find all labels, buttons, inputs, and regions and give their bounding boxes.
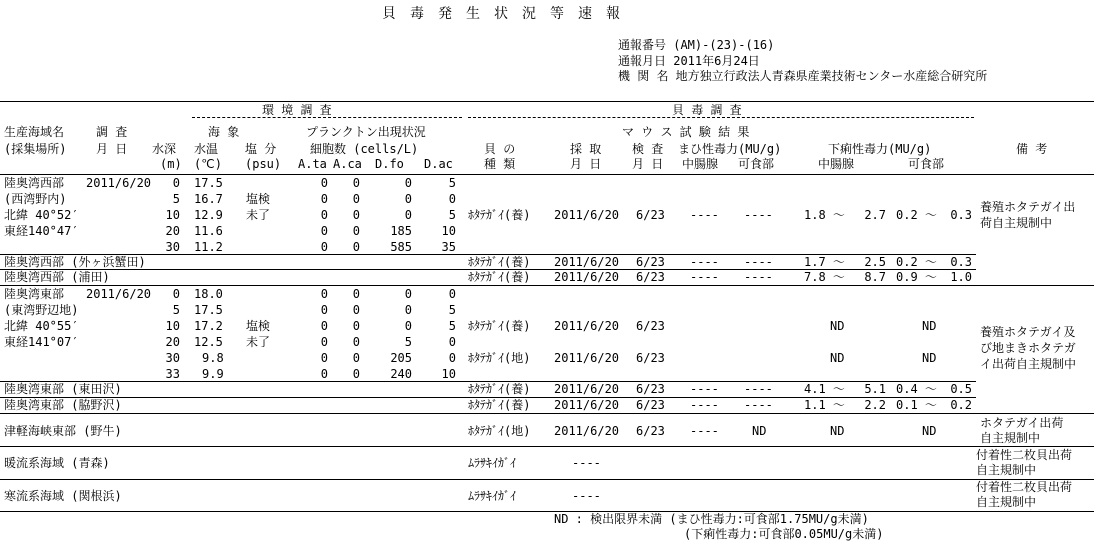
- water-temp: 12.9: [194, 208, 223, 222]
- table-bottom-rule: [0, 511, 1094, 512]
- site-name: 陸奥湾西部: [4, 176, 65, 190]
- remarks: 付着性二枚貝出荷: [976, 448, 1073, 462]
- dsp-edible-max: 0.2: [950, 398, 972, 412]
- cell-dfo: 0: [404, 192, 412, 206]
- psp-hepato: ----: [690, 255, 719, 269]
- depth: 5: [172, 192, 180, 206]
- cell-ata: 0: [320, 240, 328, 254]
- salinity-status: 未了: [246, 208, 271, 222]
- cell-ata: 0: [320, 335, 328, 349]
- cell-dac: 0: [448, 351, 456, 365]
- remarks: 自主規制中: [980, 431, 1041, 445]
- cell-aca: 0: [352, 224, 360, 238]
- dsp-edible-max: 0.5: [950, 382, 972, 396]
- site-name: 陸奥湾東部 (脇野沢): [4, 398, 122, 412]
- row-divider: [0, 413, 1094, 414]
- cell-dac: 0: [448, 335, 456, 349]
- dsp-header: 下痢性毒力(MU/g): [828, 142, 932, 156]
- salinity-status: 未了: [246, 335, 271, 349]
- site-latitude: 北緯 40°52′: [4, 208, 79, 222]
- cell-dfo: 205: [390, 351, 412, 365]
- area-header: 生産海域名: [4, 125, 65, 139]
- site-name: 寒流系海域 (関根浜): [4, 489, 122, 503]
- depth: 0: [172, 287, 180, 301]
- remarks: イ出荷自主規制中: [980, 357, 1077, 371]
- env-survey-header: 環 境 調 査: [262, 103, 332, 117]
- dsp-hepato-min: 1.7 ～: [804, 255, 845, 269]
- footnote-dsp: (下痢性毒力:可食部0.05MU/g未満): [684, 527, 884, 541]
- cell-aca: 0: [352, 367, 360, 381]
- psp-edible-header: 可食部: [738, 157, 775, 171]
- inspection-date: 6/23: [636, 382, 665, 396]
- dsp-edible-max: 0.3: [950, 208, 972, 222]
- cell-ata: 0: [320, 192, 328, 206]
- row-divider: [0, 285, 1094, 286]
- cell-dfo: 0: [404, 319, 412, 333]
- psp-header: まひ性毒力(MU/g): [678, 142, 782, 156]
- dsp-edible-max: 0.3: [950, 255, 972, 269]
- site-location: (西湾野内): [4, 192, 67, 206]
- dsp-hepato-max: 5.1: [864, 382, 886, 396]
- sampling-date: 2011/6/20: [554, 382, 620, 396]
- header-bottom-rule: [0, 174, 1094, 175]
- remarks: ホタテガイ出荷: [980, 416, 1064, 430]
- salinity-unit: (psu): [245, 157, 282, 171]
- cell-dac: 35: [441, 240, 456, 254]
- cell-ata: 0: [320, 303, 328, 317]
- dsp-hepato-min: 1.8 ～: [804, 208, 845, 222]
- remarks-header: 備 考: [1016, 142, 1048, 156]
- report-date: 通報月日 2011年6月24日: [618, 54, 760, 68]
- survey-date: 2011/6/20: [86, 176, 152, 190]
- cell-ata: 0: [320, 367, 328, 381]
- dsp-edible: ND: [922, 319, 937, 333]
- depth: 10: [165, 319, 180, 333]
- inspection-date: 6/23: [636, 208, 665, 222]
- inspection-date: 6/23: [636, 255, 665, 269]
- dsp-edible-min: 0.2 ～: [896, 208, 937, 222]
- dsp-hepato: ND: [830, 351, 845, 365]
- psp-hepato-header: 中腸腺: [682, 157, 719, 171]
- psp-hepato: ----: [690, 398, 719, 412]
- shell-species: ﾎﾀﾃｶﾞｲ(養): [468, 382, 531, 396]
- sampling-date: 2011/6/20: [554, 351, 620, 365]
- sampling-date: 2011/6/20: [554, 255, 620, 269]
- dsp-edible-min: 0.1 ～: [896, 398, 937, 412]
- cell-aca: 0: [352, 319, 360, 333]
- site-longitude: 東経140°47′: [4, 224, 79, 238]
- row-divider: [0, 479, 1094, 480]
- area-sub-header: (採集場所): [4, 142, 67, 156]
- cell-ata: 0: [320, 351, 328, 365]
- species-ata: A.ta: [298, 157, 327, 171]
- sampling-date: 2011/6/20: [554, 319, 620, 333]
- cell-aca: 0: [352, 335, 360, 349]
- water-temp: 11.2: [194, 240, 223, 254]
- cell-aca: 0: [352, 303, 360, 317]
- cell-dac: 0: [448, 192, 456, 206]
- shell-species: ﾎﾀﾃｶﾞｲ(地): [468, 424, 531, 438]
- depth: 20: [165, 224, 180, 238]
- dsp-hepato-header: 中腸腺: [818, 157, 855, 171]
- shell-species: ﾎﾀﾃｶﾞｲ(地): [468, 351, 531, 365]
- sampling-date: 2011/6/20: [554, 424, 620, 438]
- inspection-date: 6/23: [636, 424, 665, 438]
- no-data-dash: ----: [572, 489, 601, 503]
- water-temp: 17.2: [194, 319, 223, 333]
- inspection-date: 6/23: [636, 270, 665, 284]
- site-latitude: 北緯 40°55′: [4, 319, 79, 333]
- remarks: 荷自主規制中: [980, 216, 1053, 230]
- plankton-header: プランクトン出現状況: [306, 125, 426, 139]
- report-title: 貝毒発生状況等速報: [382, 6, 634, 22]
- dsp-hepato: ND: [830, 319, 845, 333]
- shell-species: ﾎﾀﾃｶﾞｲ(養): [468, 398, 531, 412]
- cell-dac: 5: [448, 319, 456, 333]
- water-temp: 17.5: [194, 303, 223, 317]
- site-longitude: 東経141°07′: [4, 335, 79, 349]
- monthday-header: 月 日: [96, 142, 128, 156]
- inspection-date: 6/23: [636, 319, 665, 333]
- depth: 10: [165, 208, 180, 222]
- cell-aca: 0: [352, 176, 360, 190]
- dsp-edible-min: 0.2 ～: [896, 255, 937, 269]
- psp-hepato: ----: [690, 382, 719, 396]
- sampling-date: 2011/6/20: [554, 208, 620, 222]
- shell-kind-sub-header: 種 類: [484, 157, 516, 171]
- cell-dfo: 5: [404, 335, 412, 349]
- shell-species: ﾎﾀﾃｶﾞｲ(養): [468, 255, 531, 269]
- water-temp: 11.6: [194, 224, 223, 238]
- cell-dfo: 0: [404, 287, 412, 301]
- shell-species: ﾎﾀﾃｶﾞｲ(養): [468, 270, 531, 284]
- salinity-header: 塩 分: [245, 142, 277, 156]
- row-divider: [0, 446, 1094, 447]
- psp-hepato: ----: [690, 270, 719, 284]
- depth: 33: [165, 367, 180, 381]
- site-name: 陸奥湾東部: [4, 287, 65, 301]
- survey-date: 2011/6/20: [86, 287, 152, 301]
- cell-dac: 5: [448, 208, 456, 222]
- psp-edible: ----: [744, 255, 773, 269]
- dsp-edible: ND: [922, 351, 937, 365]
- water-temp: 16.7: [194, 192, 223, 206]
- shell-kind-header: 貝 の: [484, 142, 516, 156]
- dsp-hepato-max: 8.7: [864, 270, 886, 284]
- water-temp: 9.8: [202, 351, 224, 365]
- cell-ata: 0: [320, 319, 328, 333]
- depth: 30: [165, 351, 180, 365]
- cell-dfo: 185: [390, 224, 412, 238]
- cell-ata: 0: [320, 208, 328, 222]
- cell-dac: 0: [448, 287, 456, 301]
- dsp-hepato-max: 2.5: [864, 255, 886, 269]
- salinity-status: 塩検: [246, 192, 271, 206]
- sampling-date: 2011/6/20: [554, 270, 620, 284]
- water-temp: 18.0: [194, 287, 223, 301]
- shell-header-rule: [468, 117, 974, 118]
- salinity-status: 塩検: [246, 319, 271, 333]
- psp-edible: ----: [744, 382, 773, 396]
- psp-edible: ----: [744, 270, 773, 284]
- cell-ata: 0: [320, 176, 328, 190]
- cell-ata: 0: [320, 224, 328, 238]
- cell-dac: 5: [448, 303, 456, 317]
- psp-edible: ND: [752, 424, 767, 438]
- footnote-nd: ND : 検出限界未満 (まひ性毒力:可食部1.75MU/g未満): [554, 512, 869, 526]
- site-name: 津軽海峡東部 (野牛): [4, 424, 122, 438]
- site-name: 暖流系海域 (青森): [4, 456, 110, 470]
- sampling-header: 採 取: [570, 142, 602, 156]
- dsp-edible-max: 1.0: [950, 270, 972, 284]
- cell-ata: 0: [320, 287, 328, 301]
- shell-survey-header: 貝 毒 調 査: [672, 103, 742, 117]
- cell-aca: 0: [352, 351, 360, 365]
- shell-species: ﾎﾀﾃｶﾞｲ(養): [468, 208, 531, 222]
- depth-unit: (m): [160, 157, 182, 171]
- remarks: 付着性二枚貝出荷: [976, 480, 1073, 494]
- cell-dfo: 0: [404, 176, 412, 190]
- site-name: 陸奥湾西部 (浦田): [4, 270, 110, 284]
- dsp-hepato-min: 7.8 ～: [804, 270, 845, 284]
- dsp-edible: ND: [922, 424, 937, 438]
- site-location: (東湾野辺地): [4, 303, 79, 317]
- species-dac: D.ac: [424, 157, 453, 171]
- report-number: 通報番号 (AM)-(23)-(16): [618, 38, 775, 52]
- water-temp: 17.5: [194, 176, 223, 190]
- inspection-date: 6/23: [636, 398, 665, 412]
- dsp-hepato-min: 1.1 ～: [804, 398, 845, 412]
- depth: 30: [165, 240, 180, 254]
- no-data-dash: ----: [572, 456, 601, 470]
- cell-dac: 10: [441, 367, 456, 381]
- depth: 0: [172, 176, 180, 190]
- sampling-date: 2011/6/20: [554, 398, 620, 412]
- remarks: 自主規制中: [976, 463, 1037, 477]
- dsp-edible-header: 可食部: [908, 157, 945, 171]
- report-organization: 機 関 名 地方独立行政法人青森県産業技術センター水産総合研究所: [618, 69, 988, 83]
- inspection-header: 検 査: [632, 142, 664, 156]
- survey-header: 調 査: [96, 125, 128, 139]
- dsp-hepato-max: 2.7: [864, 208, 886, 222]
- cell-aca: 0: [352, 192, 360, 206]
- dsp-hepato: ND: [830, 424, 845, 438]
- cell-dac: 5: [448, 176, 456, 190]
- shell-species: ﾑﾗｻｷｲｶﾞｲ: [468, 489, 517, 503]
- remarks: び地まきホタテガ: [980, 341, 1076, 355]
- remarks: 養殖ホタテガイ及: [980, 325, 1076, 339]
- cell-dac: 10: [441, 224, 456, 238]
- dsp-edible-min: 0.4 ～: [896, 382, 937, 396]
- depth-header: 水深: [152, 142, 177, 156]
- water-temp: 12.5: [194, 335, 223, 349]
- psp-edible: ----: [744, 398, 773, 412]
- dsp-hepato-max: 2.2: [864, 398, 886, 412]
- temp-header: 水温: [194, 142, 219, 156]
- sampling-date-header: 月 日: [570, 157, 602, 171]
- inspection-date: 6/23: [636, 351, 665, 365]
- cell-dfo: 585: [390, 240, 412, 254]
- temp-unit: (℃): [194, 157, 222, 171]
- shell-species: ﾎﾀﾃｶﾞｲ(養): [468, 319, 531, 333]
- remarks: 養殖ホタテガイ出: [980, 200, 1076, 214]
- cell-aca: 0: [352, 287, 360, 301]
- psp-hepato: ----: [690, 208, 719, 222]
- cells-header: 細胞数 (cells/L): [310, 142, 419, 156]
- psp-edible: ----: [744, 208, 773, 222]
- species-aca: A.ca: [333, 157, 362, 171]
- header-top-rule: [0, 101, 1094, 102]
- cell-dfo: 0: [404, 208, 412, 222]
- cell-aca: 0: [352, 208, 360, 222]
- site-name: 陸奥湾西部 (外ヶ浜蟹田): [4, 255, 146, 269]
- psp-hepato: ----: [690, 424, 719, 438]
- remarks: 自主規制中: [976, 495, 1037, 509]
- cell-dfo: 0: [404, 303, 412, 317]
- depth: 20: [165, 335, 180, 349]
- site-name: 陸奥湾東部 (東田沢): [4, 382, 122, 396]
- env-header-rule: [192, 117, 462, 118]
- cell-dfo: 240: [390, 367, 412, 381]
- dsp-edible-min: 0.9 ～: [896, 270, 937, 284]
- inspection-date-header: 月 日: [632, 157, 664, 171]
- cell-aca: 0: [352, 240, 360, 254]
- species-dfo: D.fo: [375, 157, 404, 171]
- sea-condition-header: 海 象: [208, 125, 240, 139]
- depth: 5: [172, 303, 180, 317]
- water-temp: 9.9: [202, 367, 224, 381]
- dsp-hepato-min: 4.1 ～: [804, 382, 845, 396]
- shell-species: ﾑﾗｻｷｲｶﾞｲ: [468, 456, 517, 470]
- mouse-test-header: マ ウ ス 試 験 結 果: [622, 125, 750, 139]
